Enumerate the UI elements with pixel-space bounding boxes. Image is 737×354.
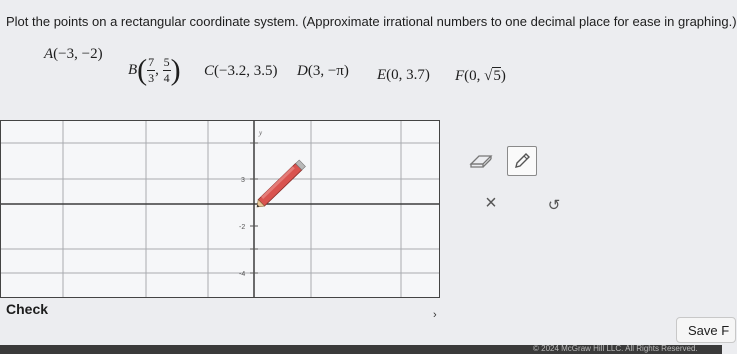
clear-tool[interactable] [476,190,506,216]
graphing-area [0,104,722,294]
pencil-icon [512,151,532,171]
point-d-coords: (3, −π) [307,63,349,79]
coordinate-grid[interactable] [0,120,440,298]
points-list [0,0,737,100]
point-f-name: F [455,68,465,84]
point-d-name: D [297,63,308,79]
pencil-tool[interactable] [507,146,537,176]
grid-svg[interactable] [1,121,439,297]
point-b-x-num: 7 [148,55,155,69]
point-a-name: A [44,46,54,62]
cursor-icon: › [433,309,437,321]
point-f-prefix: (0, [464,68,485,84]
eraser-tool[interactable] [466,148,496,174]
clear-icon: × [485,191,497,214]
point-a-coords: (−3, −2) [53,46,103,62]
point-b: B( $\frac{7}{3}$ , $\frac{5}{4}$ ) [128,53,181,87]
point-a [44,46,103,63]
instruction-text: Plot the points on a rectangular coordinate system. (Approximate irrational numbers to one decimal place for ease in graphing.) [6,14,737,29]
grid-lines [1,121,439,297]
check-button[interactable]: Check [6,301,49,317]
copyright-text: © 2024 McGraw Hill LLC. All Rights Reserved. [533,344,698,353]
undo-icon: ↺ [547,197,561,214]
y-axis-label: y [259,129,263,137]
point-b-y-den: 4 [163,71,170,85]
point-d [297,63,349,80]
point-e-name: E [377,67,387,83]
point-e-coords: (0, 3.7) [386,67,430,83]
tick-label-neg2: -2 [239,224,246,231]
point-f-sqrt-arg: 5 [493,68,501,84]
eraser-icon [468,152,494,170]
point-c-coords: (−3.2, 3.5) [214,63,278,79]
point-b-y-num: 5 [163,55,170,69]
point-b-name: B [128,61,138,78]
save-button[interactable]: Save F [676,317,736,343]
point-b-x-den: 3 [148,71,155,85]
point-f: F(0, √5) [455,68,506,84]
footer-bar [0,345,722,354]
tick-label-neg4: -4 [239,271,246,278]
point-e [377,67,430,84]
pencil-cursor-icon [254,160,306,210]
point-c-name: C [204,63,215,79]
point-c [204,63,277,80]
tick-label-3: 3 [241,177,245,184]
undo-tool[interactable] [539,192,569,218]
point-f-suffix: ) [500,68,506,84]
